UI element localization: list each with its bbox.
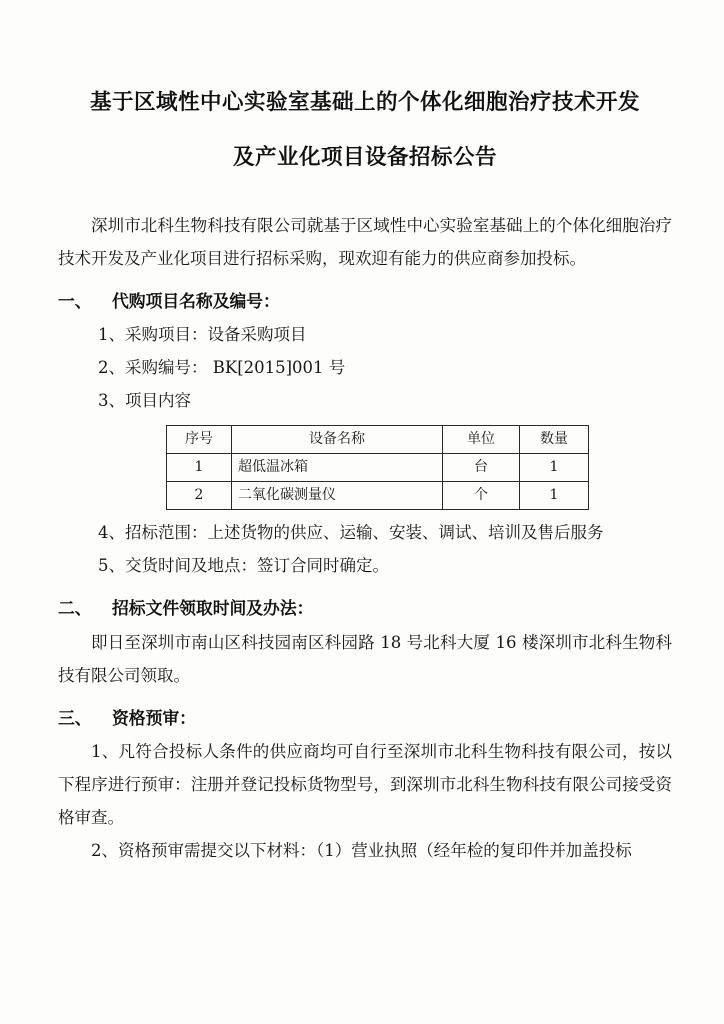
table-cell-no: 2 (167, 482, 232, 510)
equipment-table (166, 425, 589, 510)
section-3-heading (58, 702, 672, 736)
section-2-heading (58, 592, 672, 626)
section-1-item-2: 2、采购编号： BK[2015]001 号 (98, 358, 346, 378)
table-header-row (167, 426, 589, 454)
table-header-qty: 数量 (520, 426, 589, 454)
section-3-title: 资格预审： (112, 707, 196, 728)
table-cell-qty: 1 (520, 454, 589, 482)
section-1-item-4: 4、招标范围：上述货物的供应、运输、安装、调试、培训及售后服务 (98, 523, 604, 543)
section-3-number: 三、 (58, 707, 92, 728)
table-cell-name: 超低温冰箱 (232, 454, 443, 482)
section-1-heading (58, 285, 672, 319)
section-1-title: 代购项目名称及编号： (112, 290, 280, 311)
table-header-unit: 单位 (443, 426, 520, 454)
table-header-no: 序号 (167, 426, 232, 454)
document-title-line-1: 基于区域性中心实验室基础上的个体化细胞治疗技术开发 (89, 90, 640, 115)
table-row (167, 454, 589, 482)
table-header-name: 设备名称 (232, 426, 443, 454)
section-2-number: 二、 (58, 598, 92, 619)
document-title-line-2: 及产业化项目设备招标公告 (232, 145, 497, 171)
table-row (167, 482, 589, 510)
section-1-item-5: 5、交货时间及地点：签订合同时确定。 (98, 556, 389, 576)
section-1-number: 一、 (58, 290, 92, 311)
document-body (58, 86, 672, 1004)
intro-paragraph: 深圳市北科生物科技有限公司就基于区域性中心实验室基础上的个体化细胞治疗技术开发及产业化项目进行招标采购，现欢迎有能力的供应商参加投标。 (58, 215, 672, 268)
section-3-paragraph-1: 1、凡符合投标人条件的供应商均可自行至深圳市北科生物科技有限公司，按以下程序进行预审：注册并登记投标货物型号，到深圳市北科生物科技有限公司接受资格审查。 (58, 742, 672, 828)
table-cell-name: 二氧化碳测量仪 (232, 482, 443, 510)
section-1-item-3: 3、项目内容 (98, 391, 191, 411)
section-2-body: 即日至深圳市南山区科技园南区科园路 18 号北科大厦 16 楼深圳市北科生物科技有限公司领取。 (58, 632, 672, 685)
section-2-title: 招标文件领取时间及办法： (112, 598, 314, 619)
table-cell-unit: 台 (443, 454, 520, 482)
table-cell-qty: 1 (520, 482, 589, 510)
section-1-item-1: 1、采购项目：设备采购项目 (98, 325, 307, 345)
table-cell-no: 1 (167, 454, 232, 482)
table-cell-unit: 个 (443, 482, 520, 510)
section-3-paragraph-2: 2、资格预审需提交以下材料：（1）营业执照（经年检的复印件并加盖投标 (91, 841, 632, 861)
